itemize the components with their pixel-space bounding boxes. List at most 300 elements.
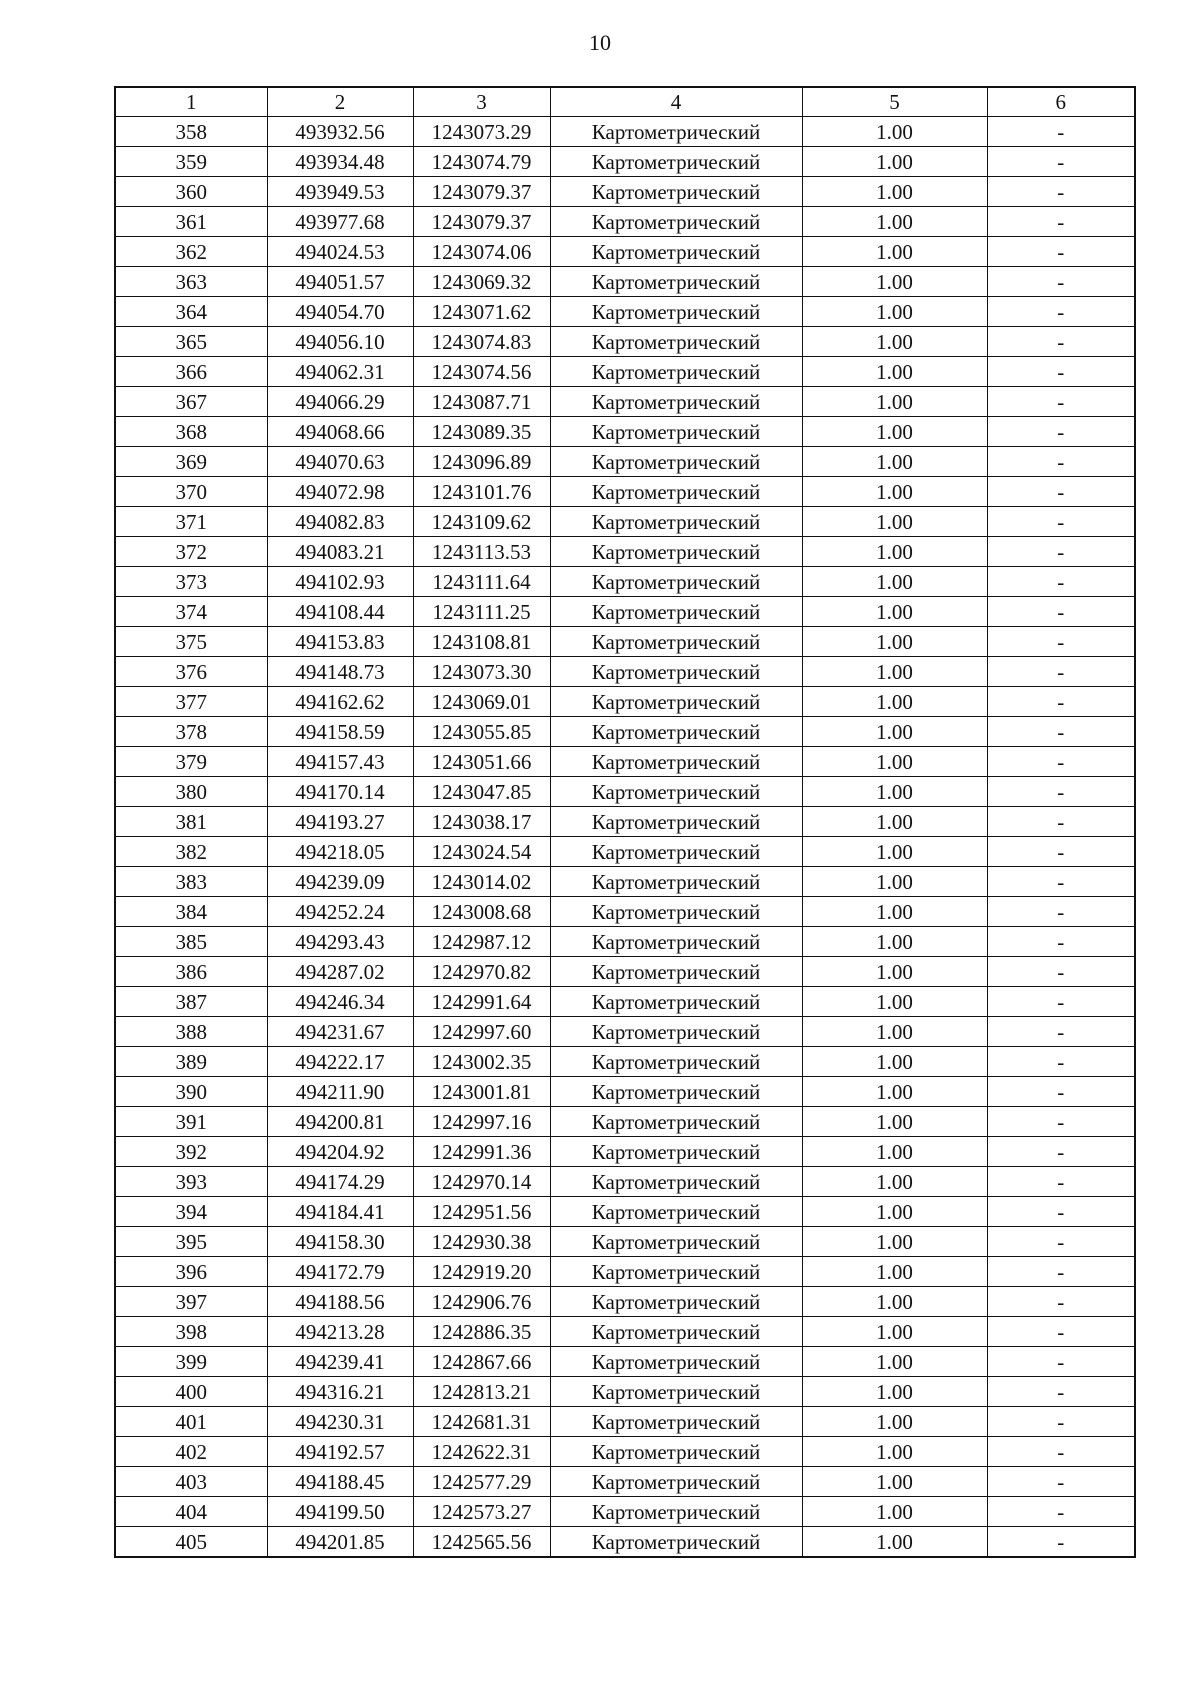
table-row [115,657,1135,687]
table-row [115,1287,1135,1317]
point-number-cell: 382 [115,837,267,867]
x-coordinate-cell: 494230.31 [267,1407,413,1437]
table-body [115,117,1135,1558]
x-coordinate-cell: 494211.90 [267,1077,413,1107]
point-number-cell: 362 [115,237,267,267]
y-coordinate-cell: 1243074.06 [413,237,550,267]
x-coordinate-cell: 494024.53 [267,237,413,267]
table-row [115,717,1135,747]
method-cell: Картометрический [550,1317,802,1347]
accuracy-cell: 1.00 [802,1017,987,1047]
method-cell: Картометрический [550,1467,802,1497]
table-row [115,1137,1135,1167]
method-cell: Картометрический [550,1407,802,1437]
note-cell: - [987,867,1135,897]
table-row [115,357,1135,387]
y-coordinate-cell: 1243111.25 [413,597,550,627]
column-header: 1 [115,87,267,117]
accuracy-cell: 1.00 [802,477,987,507]
table-row [115,447,1135,477]
y-coordinate-cell: 1242919.20 [413,1257,550,1287]
accuracy-cell: 1.00 [802,537,987,567]
x-coordinate-cell: 494201.85 [267,1527,413,1558]
y-coordinate-cell: 1243074.56 [413,357,550,387]
table-row [115,987,1135,1017]
table-row [115,1527,1135,1558]
accuracy-cell: 1.00 [802,747,987,777]
table-row [115,867,1135,897]
column-header: 5 [802,87,987,117]
accuracy-cell: 1.00 [802,717,987,747]
x-coordinate-cell: 494083.21 [267,537,413,567]
point-number-cell: 380 [115,777,267,807]
table-row [115,1017,1135,1047]
note-cell: - [987,1347,1135,1377]
method-cell: Картометрический [550,507,802,537]
point-number-cell: 388 [115,1017,267,1047]
point-number-cell: 378 [115,717,267,747]
column-header: 2 [267,87,413,117]
method-cell: Картометрический [550,657,802,687]
method-cell: Картометрический [550,1497,802,1527]
method-cell: Картометрический [550,1107,802,1137]
point-number-cell: 379 [115,747,267,777]
method-cell: Картометрический [550,477,802,507]
x-coordinate-cell: 494056.10 [267,327,413,357]
point-number-cell: 394 [115,1197,267,1227]
note-cell: - [987,417,1135,447]
note-cell: - [987,1167,1135,1197]
y-coordinate-cell: 1242970.14 [413,1167,550,1197]
table-row [115,1347,1135,1377]
y-coordinate-cell: 1242813.21 [413,1377,550,1407]
accuracy-cell: 1.00 [802,927,987,957]
x-coordinate-cell: 494199.50 [267,1497,413,1527]
point-number-cell: 385 [115,927,267,957]
x-coordinate-cell: 494062.31 [267,357,413,387]
note-cell: - [987,1467,1135,1497]
method-cell: Картометрический [550,1527,802,1558]
table-row [115,1227,1135,1257]
method-cell: Картометрический [550,1197,802,1227]
accuracy-cell: 1.00 [802,627,987,657]
note-cell: - [987,1287,1135,1317]
y-coordinate-cell: 1242930.38 [413,1227,550,1257]
table-row [115,1197,1135,1227]
method-cell: Картометрический [550,867,802,897]
accuracy-cell: 1.00 [802,1287,987,1317]
table-header [115,87,1135,117]
note-cell: - [987,207,1135,237]
point-number-cell: 375 [115,627,267,657]
method-cell: Картометрический [550,597,802,627]
x-coordinate-cell: 494316.21 [267,1377,413,1407]
method-cell: Картометрический [550,447,802,477]
y-coordinate-cell: 1243073.30 [413,657,550,687]
table-row [115,417,1135,447]
point-number-cell: 396 [115,1257,267,1287]
point-number-cell: 372 [115,537,267,567]
point-number-cell: 383 [115,867,267,897]
accuracy-cell: 1.00 [802,987,987,1017]
y-coordinate-cell: 1242622.31 [413,1437,550,1467]
accuracy-cell: 1.00 [802,1497,987,1527]
y-coordinate-cell: 1243108.81 [413,627,550,657]
y-coordinate-cell: 1243079.37 [413,207,550,237]
column-header: 4 [550,87,802,117]
point-number-cell: 366 [115,357,267,387]
method-cell: Картометрический [550,777,802,807]
y-coordinate-cell: 1242997.60 [413,1017,550,1047]
x-coordinate-cell: 494170.14 [267,777,413,807]
y-coordinate-cell: 1243073.29 [413,117,550,147]
note-cell: - [987,1497,1135,1527]
x-coordinate-cell: 494239.41 [267,1347,413,1377]
x-coordinate-cell: 494070.63 [267,447,413,477]
table-row [115,207,1135,237]
method-cell: Картометрический [550,1137,802,1167]
note-cell: - [987,1407,1135,1437]
table-row [115,837,1135,867]
note-cell: - [987,1137,1135,1167]
table-row [115,1107,1135,1137]
note-cell: - [987,297,1135,327]
accuracy-cell: 1.00 [802,867,987,897]
point-number-cell: 371 [115,507,267,537]
accuracy-cell: 1.00 [802,687,987,717]
x-coordinate-cell: 493949.53 [267,177,413,207]
note-cell: - [987,387,1135,417]
accuracy-cell: 1.00 [802,267,987,297]
y-coordinate-cell: 1243047.85 [413,777,550,807]
point-number-cell: 401 [115,1407,267,1437]
y-coordinate-cell: 1242970.82 [413,957,550,987]
table-row [115,747,1135,777]
x-coordinate-cell: 494231.67 [267,1017,413,1047]
accuracy-cell: 1.00 [802,1377,987,1407]
x-coordinate-cell: 494158.59 [267,717,413,747]
method-cell: Картометрический [550,117,802,147]
note-cell: - [987,657,1135,687]
point-number-cell: 391 [115,1107,267,1137]
y-coordinate-cell: 1243069.01 [413,687,550,717]
point-number-cell: 373 [115,567,267,597]
note-cell: - [987,807,1135,837]
table-row [115,927,1135,957]
y-coordinate-cell: 1243087.71 [413,387,550,417]
x-coordinate-cell: 494108.44 [267,597,413,627]
table-row [115,177,1135,207]
x-coordinate-cell: 494054.70 [267,297,413,327]
accuracy-cell: 1.00 [802,807,987,837]
method-cell: Картометрический [550,177,802,207]
table-row [115,1317,1135,1347]
x-coordinate-cell: 494239.09 [267,867,413,897]
method-cell: Картометрический [550,1077,802,1107]
method-cell: Картометрический [550,567,802,597]
point-number-cell: 387 [115,987,267,1017]
accuracy-cell: 1.00 [802,117,987,147]
y-coordinate-cell: 1243111.64 [413,567,550,597]
method-cell: Картометрический [550,897,802,927]
point-number-cell: 369 [115,447,267,477]
note-cell: - [987,1317,1135,1347]
method-cell: Картометрический [550,237,802,267]
method-cell: Картометрический [550,627,802,657]
method-cell: Картометрический [550,1257,802,1287]
accuracy-cell: 1.00 [802,1047,987,1077]
note-cell: - [987,897,1135,927]
table-row [115,627,1135,657]
point-number-cell: 397 [115,1287,267,1317]
accuracy-cell: 1.00 [802,1137,987,1167]
y-coordinate-cell: 1243051.66 [413,747,550,777]
table-row [115,1497,1135,1527]
y-coordinate-cell: 1243038.17 [413,807,550,837]
note-cell: - [987,1197,1135,1227]
accuracy-cell: 1.00 [802,1407,987,1437]
note-cell: - [987,627,1135,657]
accuracy-cell: 1.00 [802,447,987,477]
accuracy-cell: 1.00 [802,597,987,627]
table-row [115,297,1135,327]
point-number-cell: 370 [115,477,267,507]
note-cell: - [987,327,1135,357]
x-coordinate-cell: 494162.62 [267,687,413,717]
x-coordinate-cell: 494158.30 [267,1227,413,1257]
note-cell: - [987,177,1135,207]
x-coordinate-cell: 494287.02 [267,957,413,987]
point-number-cell: 404 [115,1497,267,1527]
table-row [115,597,1135,627]
accuracy-cell: 1.00 [802,357,987,387]
note-cell: - [987,1377,1135,1407]
y-coordinate-cell: 1242906.76 [413,1287,550,1317]
method-cell: Картометрический [550,927,802,957]
accuracy-cell: 1.00 [802,387,987,417]
accuracy-cell: 1.00 [802,777,987,807]
y-coordinate-cell: 1243024.54 [413,837,550,867]
method-cell: Картометрический [550,207,802,237]
point-number-cell: 392 [115,1137,267,1167]
method-cell: Картометрический [550,537,802,567]
accuracy-cell: 1.00 [802,1437,987,1467]
point-number-cell: 402 [115,1437,267,1467]
note-cell: - [987,717,1135,747]
x-coordinate-cell: 493934.48 [267,147,413,177]
accuracy-cell: 1.00 [802,1467,987,1497]
x-coordinate-cell: 494218.05 [267,837,413,867]
point-number-cell: 381 [115,807,267,837]
note-cell: - [987,1227,1135,1257]
accuracy-cell: 1.00 [802,1167,987,1197]
y-coordinate-cell: 1242991.36 [413,1137,550,1167]
point-number-cell: 399 [115,1347,267,1377]
page-number: 10 [589,30,611,55]
table-row [115,117,1135,147]
accuracy-cell: 1.00 [802,207,987,237]
y-coordinate-cell: 1243079.37 [413,177,550,207]
note-cell: - [987,267,1135,297]
table-row [115,1047,1135,1077]
table-row [115,1407,1135,1437]
method-cell: Картометрический [550,327,802,357]
method-cell: Картометрический [550,687,802,717]
point-number-cell: 389 [115,1047,267,1077]
accuracy-cell: 1.00 [802,1107,987,1137]
y-coordinate-cell: 1242867.66 [413,1347,550,1377]
x-coordinate-cell: 494213.28 [267,1317,413,1347]
point-number-cell: 386 [115,957,267,987]
note-cell: - [987,237,1135,267]
point-number-cell: 364 [115,297,267,327]
note-cell: - [987,1437,1135,1467]
x-coordinate-cell: 494082.83 [267,507,413,537]
point-number-cell: 403 [115,1467,267,1497]
note-cell: - [987,957,1135,987]
note-cell: - [987,1047,1135,1077]
note-cell: - [987,1527,1135,1558]
accuracy-cell: 1.00 [802,417,987,447]
y-coordinate-cell: 1242997.16 [413,1107,550,1137]
note-cell: - [987,477,1135,507]
x-coordinate-cell: 494051.57 [267,267,413,297]
method-cell: Картометрический [550,1437,802,1467]
x-coordinate-cell: 493977.68 [267,207,413,237]
accuracy-cell: 1.00 [802,1347,987,1377]
method-cell: Картометрический [550,1167,802,1197]
method-cell: Картометрический [550,837,802,867]
column-header: 6 [987,87,1135,117]
method-cell: Картометрический [550,957,802,987]
point-number-cell: 377 [115,687,267,717]
table-row [115,267,1135,297]
x-coordinate-cell: 494174.29 [267,1167,413,1197]
point-number-cell: 363 [115,267,267,297]
method-cell: Картометрический [550,417,802,447]
y-coordinate-cell: 1242565.56 [413,1527,550,1558]
accuracy-cell: 1.00 [802,1527,987,1558]
note-cell: - [987,987,1135,1017]
table-row [115,1467,1135,1497]
point-number-cell: 359 [115,147,267,177]
method-cell: Картометрический [550,1227,802,1257]
x-coordinate-cell: 494222.17 [267,1047,413,1077]
table-row [115,507,1135,537]
note-cell: - [987,507,1135,537]
x-coordinate-cell: 494157.43 [267,747,413,777]
table-row [115,957,1135,987]
point-number-cell: 360 [115,177,267,207]
x-coordinate-cell: 494188.56 [267,1287,413,1317]
accuracy-cell: 1.00 [802,147,987,177]
x-coordinate-cell: 494204.92 [267,1137,413,1167]
y-coordinate-cell: 1243074.79 [413,147,550,177]
x-coordinate-cell: 494200.81 [267,1107,413,1137]
table-row [115,687,1135,717]
note-cell: - [987,1257,1135,1287]
y-coordinate-cell: 1242886.35 [413,1317,550,1347]
table-row [115,807,1135,837]
y-coordinate-cell: 1243014.02 [413,867,550,897]
method-cell: Картометрический [550,717,802,747]
coordinates-table [114,86,1136,1558]
y-coordinate-cell: 1243096.89 [413,447,550,477]
table-row [115,387,1135,417]
accuracy-cell: 1.00 [802,567,987,597]
accuracy-cell: 1.00 [802,1317,987,1347]
method-cell: Картометрический [550,387,802,417]
accuracy-cell: 1.00 [802,957,987,987]
point-number-cell: 395 [115,1227,267,1257]
y-coordinate-cell: 1243101.76 [413,477,550,507]
accuracy-cell: 1.00 [802,1197,987,1227]
x-coordinate-cell: 494153.83 [267,627,413,657]
note-cell: - [987,567,1135,597]
note-cell: - [987,927,1135,957]
table-row [115,1167,1135,1197]
note-cell: - [987,117,1135,147]
accuracy-cell: 1.00 [802,237,987,267]
method-cell: Картометрический [550,1287,802,1317]
note-cell: - [987,687,1135,717]
header-row [115,87,1135,117]
point-number-cell: 398 [115,1317,267,1347]
y-coordinate-cell: 1243071.62 [413,297,550,327]
y-coordinate-cell: 1243002.35 [413,1047,550,1077]
method-cell: Картометрический [550,297,802,327]
x-coordinate-cell: 494188.45 [267,1467,413,1497]
accuracy-cell: 1.00 [802,327,987,357]
method-cell: Картометрический [550,1377,802,1407]
table-row [115,477,1135,507]
point-number-cell: 368 [115,417,267,447]
method-cell: Картометрический [550,807,802,837]
x-coordinate-cell: 494066.29 [267,387,413,417]
y-coordinate-cell: 1243008.68 [413,897,550,927]
x-coordinate-cell: 494293.43 [267,927,413,957]
method-cell: Картометрический [550,1347,802,1377]
table-row [115,327,1135,357]
point-number-cell: 400 [115,1377,267,1407]
y-coordinate-cell: 1242681.31 [413,1407,550,1437]
accuracy-cell: 1.00 [802,897,987,927]
y-coordinate-cell: 1243055.85 [413,717,550,747]
table-row [115,1377,1135,1407]
method-cell: Картометрический [550,747,802,777]
method-cell: Картометрический [550,1047,802,1077]
column-header: 3 [413,87,550,117]
accuracy-cell: 1.00 [802,297,987,327]
y-coordinate-cell: 1243113.53 [413,537,550,567]
table-row [115,537,1135,567]
x-coordinate-cell: 494068.66 [267,417,413,447]
table-row [115,1437,1135,1467]
point-number-cell: 405 [115,1527,267,1558]
note-cell: - [987,357,1135,387]
y-coordinate-cell: 1242573.27 [413,1497,550,1527]
y-coordinate-cell: 1243069.32 [413,267,550,297]
x-coordinate-cell: 494172.79 [267,1257,413,1287]
point-number-cell: 367 [115,387,267,417]
x-coordinate-cell: 494246.34 [267,987,413,1017]
point-number-cell: 374 [115,597,267,627]
note-cell: - [987,537,1135,567]
x-coordinate-cell: 494102.93 [267,567,413,597]
y-coordinate-cell: 1243089.35 [413,417,550,447]
note-cell: - [987,1077,1135,1107]
note-cell: - [987,777,1135,807]
